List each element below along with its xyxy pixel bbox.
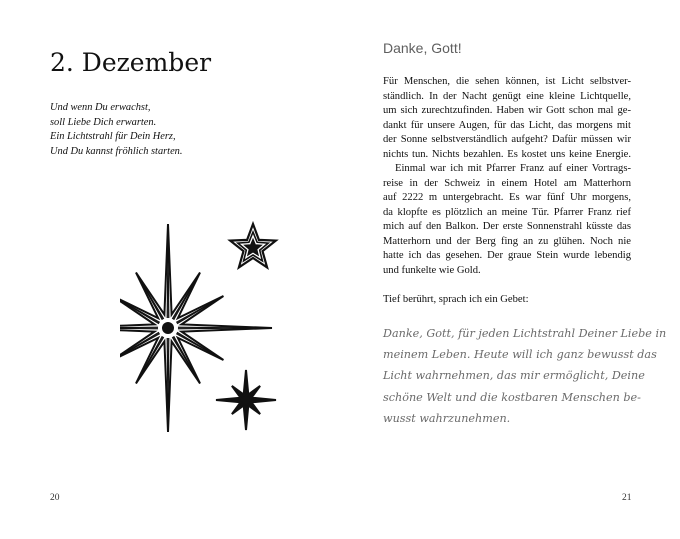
body-line: und funkelte wie Gold. <box>383 264 481 276</box>
small-star-filled-icon <box>216 370 276 430</box>
body-line: Einmal war ich mit Pfarrer Franz auf einer Vortrags- <box>395 163 631 174</box>
prayer-intro: Tief berührt, sprach ich ein Gebet: <box>383 293 529 305</box>
body-line: auf 2222 m untergebracht. Es war fünf Uhr morgens, <box>383 192 631 203</box>
day-title: 2. Dezember <box>50 48 212 77</box>
prayer-line: Danke, Gott, für jeden Lichtstrahl Deiner Liebe in <box>383 327 667 340</box>
body-line: Für Menschen, die sehen können, ist Licht selbstver- <box>383 76 631 87</box>
body-line: da klopfte es plötzlich an meine Tür. Pfarrer Franz rief <box>383 206 631 218</box>
verse <box>50 101 182 159</box>
prayer-text <box>383 323 667 429</box>
verse-line: soll Liebe Dich erwarten. <box>50 116 157 128</box>
right-page <box>340 0 680 539</box>
page-number-right: 21 <box>622 493 632 503</box>
body-line: um sich zurechtzufinden. Haben wir Gott schon mal ge- <box>383 105 631 116</box>
verse-line: Und wenn Du erwachst, <box>50 102 151 113</box>
body-line: der Sonne selbstverständlich aufgeht? Dafür müssen wir <box>383 134 631 145</box>
body-text <box>383 75 631 307</box>
verse-line: Ein Lichtstrahl für Dein Herz, <box>50 131 176 143</box>
prayer-line: meinem Leben. Heute will ich ganz bewusst das <box>383 348 657 362</box>
star-illustration <box>120 218 280 438</box>
body-line: dankt für unsere Augen, für das Licht, das morgens mit <box>383 119 631 131</box>
section-title: Danke, Gott! <box>383 40 462 56</box>
body-line: nichts tun. Nichts bezahlen. Es kostet uns keine Energie. <box>383 148 631 160</box>
prayer-line: schöne Welt und die kostbaren Menschen be- <box>383 390 641 404</box>
body-line: mich auf den Balkon. Der erste Sonnenstrahl küsste das <box>383 221 631 232</box>
verse-line: Und Du kannst fröhlich starten. <box>50 145 183 157</box>
small-star-outline-icon <box>230 224 276 267</box>
page-number-left: 20 <box>50 493 60 503</box>
body-line: reise in der Schweiz in einem Hotel am Matterhorn <box>383 177 631 189</box>
body-line: Matterhorn und der Berg fing an zu glühen. Noch nie <box>383 235 631 247</box>
body-line: ständlich. In der Nacht genügt eine kleine Lichtquelle, <box>383 90 631 102</box>
prayer-line: wusst wahrzunehmen. <box>383 411 511 425</box>
prayer-line: Licht wahrnehmen, das mir ermöglicht, Deine <box>383 369 645 383</box>
body-line: hatte ich das gesehen. Der graue Stein wurde lebendig <box>383 250 631 261</box>
